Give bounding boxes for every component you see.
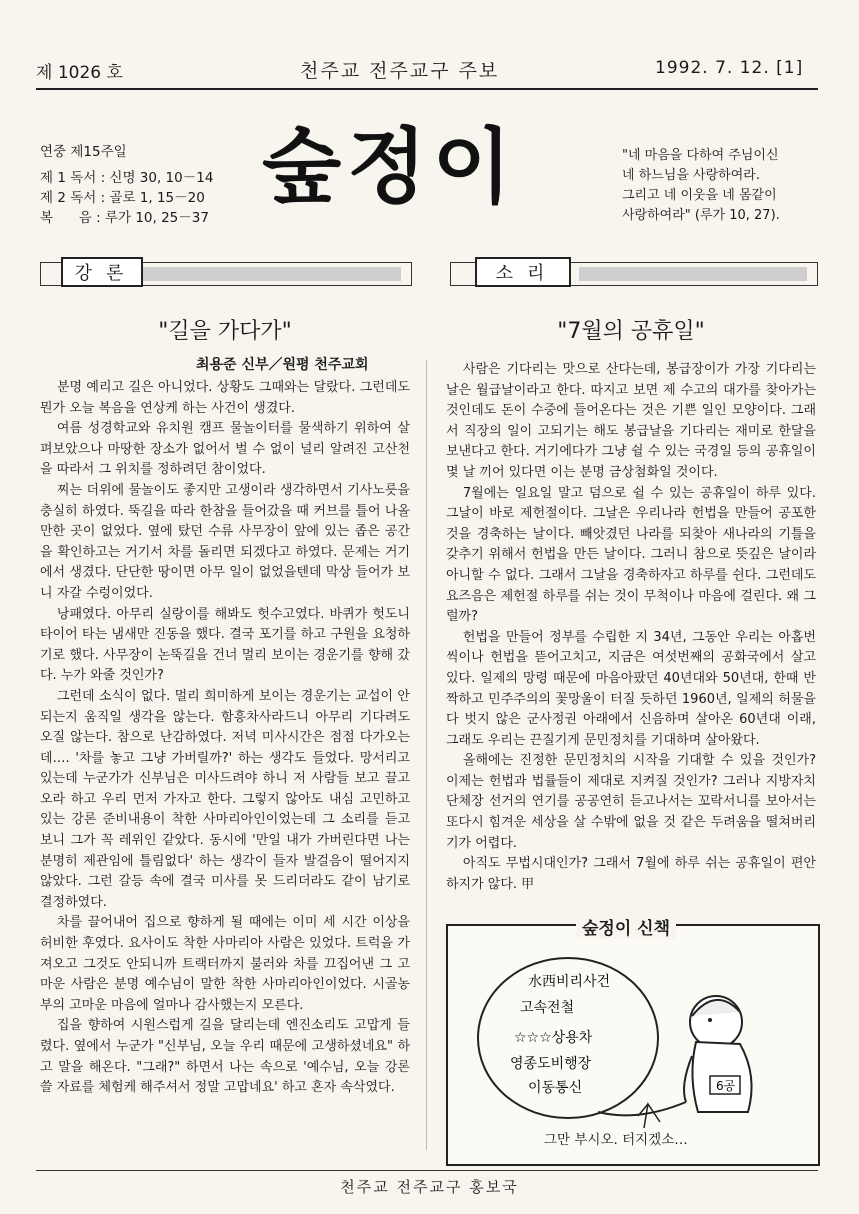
section-label-homily: 강론 <box>61 257 143 287</box>
figure-tag-text: 6공 <box>716 1079 736 1093</box>
figure-eye <box>708 1018 712 1022</box>
footer-rule <box>36 1170 818 1171</box>
verse-line: "네 마음을 다하여 주님이신 <box>622 148 779 163</box>
homily-byline: 최용준 신부／원평 천주교회 <box>196 357 369 373</box>
homily-title: "길을 가다가" <box>158 319 292 344</box>
verse-line: 그리고 네 이웃을 네 몸같이 <box>622 188 777 203</box>
homily-body <box>40 378 410 1099</box>
paragraph: 분명 예리고 길은 아니었다. 상황도 그때와는 달랐다. 그런데도 뭔가 오늘 복음을 연상케 하는 사건이 생겼다. <box>40 380 410 416</box>
verse-line: 사랑하여라" (루가 10, 27). <box>622 208 780 223</box>
paragraph: 여름 성경학교와 유치원 캠프 물놀이터를 물색하기 위하여 살펴보았으나 마땅한 장소가 없어서 벌 수 없이 널리 알려진 고산천을 따라서 그 위치를 정하려던 참이었다. <box>40 421 410 478</box>
issue-number: 제 1026 호 <box>36 63 123 83</box>
paragraph: 찌는 더위에 물놀이도 좋지만 고생이라 생각하면서 기사노릇을 충실히 하였다. 뚝길을 따라 한참을 들어갔을 때 커브를 틀어 나올 만한 곳이 없었다. 옆에 탔던 수류 사무장이 앞에 있는 좁은 공간을 확인하고는 거기서 차를 돌리면 되겠다고 하였다. 문제는 거기에서 생겼다. 단단한 땅이면 아무 일이 없었을텐데 막상 들어가 보니 자갈 수렁이었다. <box>40 482 410 601</box>
verse-line: 네 하느님을 사랑하여라. <box>622 168 760 183</box>
masthead-title: 숲정이 <box>262 120 518 215</box>
paragraph: 7월에는 일요일 말고 덤으로 쉴 수 있는 공휴일이 하루 있다. 그날이 바로 제헌절이다. 그날은 우리나라 헌법을 만들어 공포한 것을 경축하는 날이다. 빼앗겼던 나라를 되찾아 새나라의 기틀을 갖추기 위해서 헌법을 만든 날이다. 그러니 참으로 뜻깊은 날이라 아니할 수 없다. 그래서 그날을 경축하자고 하루를 쉰다. 그런데도 요즈음은 제헌절 하루를 쉬는 것이 무척이나 마음에 걸린다. 왜 그럴까? <box>446 485 816 625</box>
section-bar-fill <box>579 267 807 281</box>
footer-publisher: 천주교 전주교구 홍보국 <box>340 1178 519 1196</box>
cartoon-title: 숲정이 신책 <box>576 914 676 939</box>
publication-name: 천주교 전주교구 주보 <box>300 60 500 82</box>
paragraph: 그런데 소식이 없다. 멀리 희미하게 보이는 경운기는 교섭이 안되는지 움직일 생각을 않는다. 함흥차사라드니 아무리 기다려도 오질 않는다. 참으로 난감하였다. 저녁 미사시간은 점점 다가오는데…. '차를 놓고 그냥 가버릴까?' 하는 생각도 들었다. 망서리고 있는데 누군가가 신부님은 미사드려야 하니 저 사람들 보고 끌고 오라 하고 우리 먼저 가자고 한다. 그렇지 않아도 내심 고민하고 있는 강론 준비내용이 착한 사마리아인이었는데 그 소리를 듣고 보니 그가 꼭 레위인 같았다. 동시에 '만일 내가 가버린다면 나는 분명히 제관임에 틀림없다' 하는 생각이 들자 발걸음이 떨어지지 않았다. 그런 갈등 속에 결국 미사를 못 드리더라도 같이 남기로 결정하였다. <box>40 688 410 910</box>
balloon-text-5: 이동통신 <box>528 1080 583 1096</box>
column-divider <box>426 360 427 1150</box>
gospel-reading: 복 음 : 루가 10, 25－37 <box>40 210 209 226</box>
liturgical-week: 연중 제15주일 <box>40 144 127 160</box>
figure-arm <box>684 1056 692 1102</box>
plant-sketch <box>638 1104 660 1128</box>
paragraph: 차를 끌어내어 집으로 향하게 될 때에는 이미 세 시간 이상을 허비한 후였다. 요사이도 착한 사마리아 사람은 있었다. 트럭을 가져오고 그것도 안되니까 트랙터까지 불러와 차를 끄집어낸 그 고마운 사람은 분명 예수님이 말한 착한 사마리아인이었다. 시골농부의 고마운 마음에 얼마나 감사했는지 모른다. <box>40 915 410 1013</box>
balloon-text-4: 영종도비행장 <box>510 1056 592 1072</box>
balloon-text-1: 水西비리사건 <box>528 974 611 990</box>
section-bar-right <box>450 262 818 286</box>
section-bar-left <box>40 262 412 286</box>
verse-block <box>622 146 780 226</box>
first-reading: 제 1 독서 : 신명 30, 10－14 <box>40 170 214 186</box>
header-rule <box>36 88 818 90</box>
paragraph: 올해에는 진정한 문민정치의 시작을 기대할 수 있을 것인가? 이제는 헌법과 법률들이 제대로 지켜질 것인가? 그러나 지방자치단체장 선거의 연기를 공공연히 듣고나서는 꼬락서니를 보아서는 또다시 힘겨운 세상을 살 수밖에 없을 것 같은 두려움을 떨쳐버리기가 어렵다. <box>446 753 816 851</box>
readings-block <box>40 142 213 228</box>
second-reading: 제 2 독서 : 골로 1, 15－20 <box>40 190 205 206</box>
voice-body <box>446 360 816 895</box>
section-label-voice: 소리 <box>475 257 571 287</box>
section-bar-fill <box>141 267 401 281</box>
paragraph: 사람은 기다리는 맛으로 산다는데, 봉급장이가 가장 기다리는 날은 월급날이라고 한다. 따지고 보면 제 수고의 대가를 찾아가는 것인데도 돈이 수중에 들어온다는 것은 기쁜 일인 모양이다. 그래서 직장의 일이 고되기는 해도 봉급날을 기다리는 재미로 한달을 보낸다고 한다. 거기에다가 그냥 쉴 수 있는 국경일 등의 공휴일이 몇 날 끼어 있다면 이는 분명 금상첨화일 것이다. <box>446 362 816 480</box>
paragraph: 낭패였다. 아무리 실랑이를 해봐도 헛수고였다. 바퀴가 헛도니 타이어 타는 냄새만 진동을 했다. 결국 포기를 하고 구원을 요청하기로 했다. 사무장이 논뚝길을 건너 멀리 보이는 경운기를 향해 갔다. 누가 와줄 것인가? <box>40 606 410 684</box>
cartoon-caption: 그만 부시오. 터지겠소… <box>544 1132 688 1148</box>
voice-title: "7월의 공휴일" <box>557 319 705 344</box>
balloon-text-2: 고속전철 <box>520 1000 575 1016</box>
paragraph: 아직도 무법시대인가? 그래서 7월에 하루 쉬는 공휴일이 편안하지가 않다. 甲 <box>446 856 816 892</box>
paragraph: 헌법을 만들어 정부를 수립한 지 34년, 그동안 우리는 아홉번씩이나 헌법을 뜯어고치고, 지금은 여섯번째의 공화국에서 살고 있다. 일제의 망령 때문에 마음아팠던 40년대와 50년대, 한때 반짝하고 민주주의의 꽃망울이 터질 듯하던 1960년, 일제의 허물을 다 벗지 않은 군사정권 아래에서 신음하며 살아온 60년대 이래, 그래도 우리는 끈질기게 문민정치를 기대하며 살아왔다. <box>446 629 816 748</box>
issue-date: 1992. 7. 12. [1] <box>655 58 804 78</box>
balloon-text-3: ☆☆☆상용차 <box>514 1030 593 1046</box>
paragraph: 집을 향하여 시원스럽게 길을 달리는데 엔진소리도 고맙게 들렸다. 옆에서 누군가 "신부님, 오늘 우리 때문에 고생하셨네요" 하고 말을 해온다. "그래?" 하면서 나는 속으로 '예수님, 오늘 강론 쓸 자료를 체험케 해주셔서 정말 고맙네요' 하고 혼자 속삭였다. <box>40 1018 410 1096</box>
